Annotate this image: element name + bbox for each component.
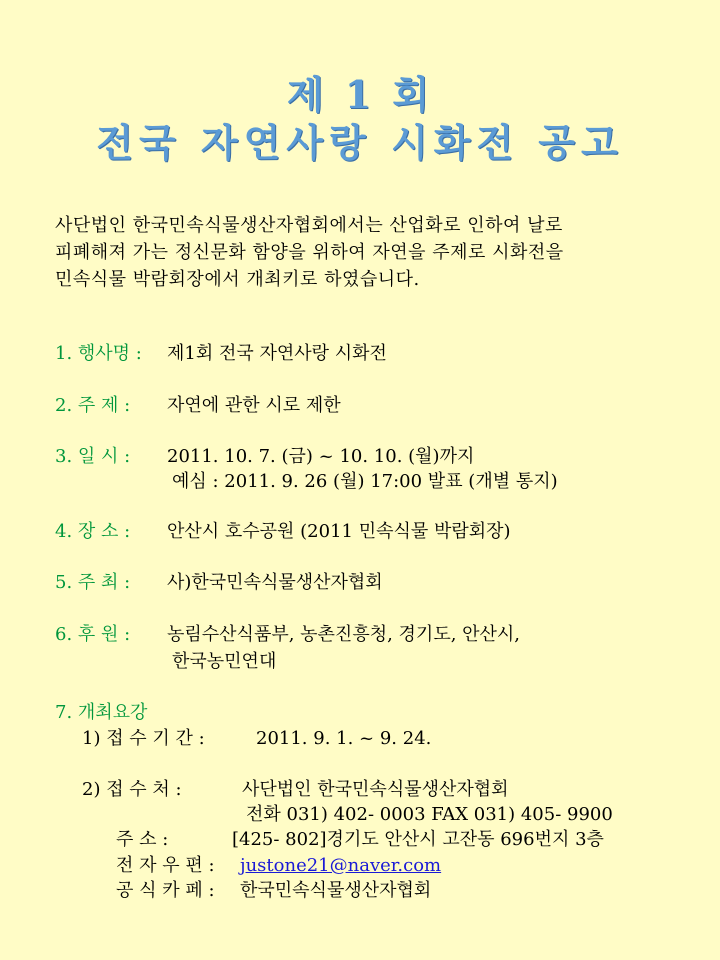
item-label: 1. 행사명 : — [55, 343, 142, 364]
item-value: 안산시 호수공원 (2011 민속식물 박람회장) — [167, 521, 511, 542]
guide-address — [116, 827, 604, 853]
title-line-1: 제 1 회 — [286, 72, 434, 117]
item-host — [55, 570, 383, 596]
item-label: 3. 일 시 : — [55, 446, 131, 467]
guide-label: 주 소 : — [116, 829, 169, 850]
item-label: 7. 개최요강 — [55, 702, 148, 723]
item-label: 4. 장 소 : — [55, 521, 131, 542]
guide-value: [425- 802]경기도 안산시 고잔동 696번지 3층 — [232, 829, 604, 850]
guide-cafe — [116, 878, 431, 904]
guide-label: 1) 접 수 기 간 : — [82, 728, 205, 749]
guide-label: 2) 접 수 처 : — [82, 779, 182, 800]
intro-line: 피폐해져 가는 정신문화 함양을 위하여 자연을 주제로 시화전을 — [55, 242, 564, 263]
item-guide — [55, 700, 147, 726]
guide-period — [82, 726, 431, 752]
item-event — [55, 341, 387, 367]
guide-value: 사단법인 한국민속식물생산자협회 — [242, 779, 509, 800]
guide-value: 한국민속식물생산자협회 — [240, 880, 432, 901]
item-label: 6. 후 원 : — [55, 624, 131, 645]
guide-office — [82, 777, 509, 803]
item-value: 자연에 관한 시로 제한 — [167, 395, 341, 416]
item-sponsor-sub: 한국농민연대 — [172, 651, 277, 672]
item-label: 2. 주 제 : — [55, 395, 131, 416]
guide-email — [116, 853, 441, 879]
item-value: 농림수산식품부, 농촌진흥청, 경기도, 안산시, — [167, 624, 521, 645]
item-value: 제1회 전국 자연사랑 시화전 — [167, 343, 387, 364]
item-theme — [55, 393, 341, 419]
item-sponsor — [55, 622, 520, 648]
guide-label: 전 자 우 편 : — [116, 855, 215, 876]
item-value: 2011. 10. 7. (금) ~ 10. 10. (월)까지 — [167, 446, 475, 467]
item-value: 사)한국민속식물생산자협회 — [167, 572, 383, 593]
guide-value: 2011. 9. 1. ~ 9. 24. — [256, 728, 432, 749]
item-label: 5. 주 최 : — [55, 572, 131, 593]
guide-label: 공 식 카 페 : — [116, 880, 215, 901]
email-link[interactable]: justone21@naver.com — [240, 855, 442, 876]
guide-phone: 전화 031) 402- 0003 FAX 031) 405- 9900 — [246, 804, 613, 825]
title-line-2: 전국 자연사랑 시화전 공고 — [96, 120, 624, 165]
item-date — [55, 444, 474, 470]
item-date-sub: 예심 : 2011. 9. 26 (월) 17:00 발표 (개별 통지) — [172, 471, 558, 492]
item-place — [55, 519, 511, 545]
intro-line: 민속식물 박람회장에서 개최키로 하였습니다. — [55, 269, 420, 290]
intro-line: 사단법인 한국민속식물생산자협회에서는 산업화로 인하여 날로 — [55, 215, 563, 236]
intro-paragraph — [55, 212, 695, 293]
